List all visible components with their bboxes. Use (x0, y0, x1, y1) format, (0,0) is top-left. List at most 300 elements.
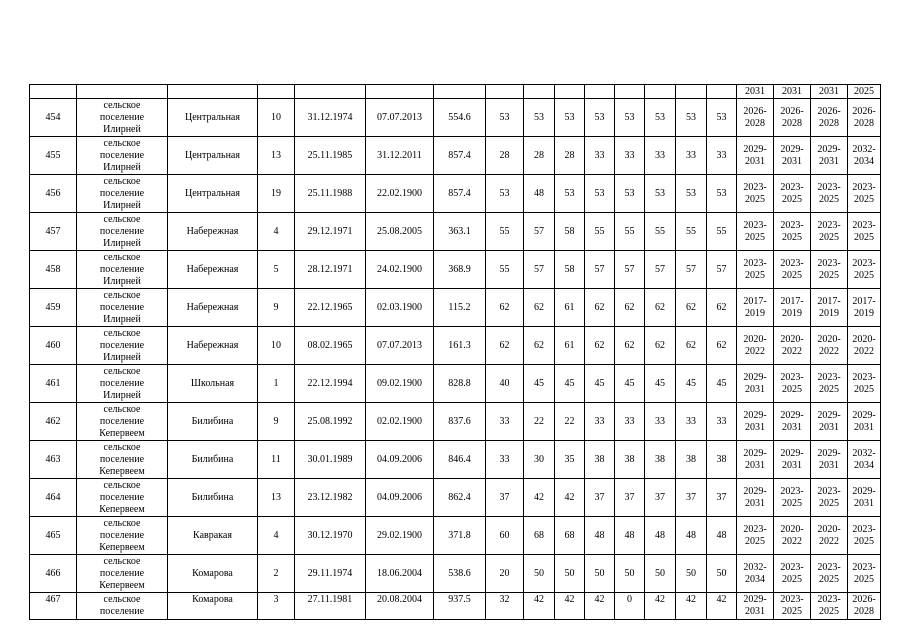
table-row (30, 517, 881, 555)
period-cell (774, 137, 811, 175)
wear-value-cell: 0 (615, 593, 645, 620)
settlement-line: Кепервеем (99, 465, 145, 477)
period-line: 2031 (819, 155, 839, 167)
record-date-cell: 25.08.2005 (366, 213, 434, 251)
header-cell: 2031 (737, 85, 774, 99)
street-cell: Центральная (168, 175, 258, 213)
street-cell: Комарова (168, 555, 258, 593)
wear-value-cell: 20 (486, 555, 524, 593)
period-cell (848, 479, 881, 517)
settlement-line: сельское (103, 517, 141, 529)
header-cell: 2031 (774, 85, 811, 99)
period-line: 2020- (780, 523, 804, 535)
settlement-line: сельское (103, 213, 141, 225)
wear-value-cell: 48 (645, 517, 676, 555)
header-cell (366, 85, 434, 99)
period-line: 2025 (819, 231, 839, 243)
row-number-cell: 464 (30, 479, 77, 517)
table-row (30, 403, 881, 441)
wear-value-cell: 53 (555, 175, 585, 213)
wear-value-cell: 33 (486, 403, 524, 441)
period-line: 2023- (817, 594, 841, 605)
period-line: 2029- (780, 409, 804, 421)
settlement-cell (77, 593, 168, 620)
wear-value-cell: 50 (707, 555, 737, 593)
period-cell (848, 517, 881, 555)
wear-value-cell: 42 (707, 593, 737, 620)
period-line: 2029- (743, 485, 767, 497)
house-number-cell: 4 (258, 213, 295, 251)
settlement-line: сельское (103, 251, 141, 263)
wear-value-cell: 53 (585, 99, 615, 137)
period-cell (811, 213, 848, 251)
period-line: 2025 (819, 193, 839, 205)
settlement-line: поселение (99, 339, 145, 351)
period-cell (774, 251, 811, 289)
settlement-line: Кепервеем (99, 579, 145, 591)
period-line: 2025 (819, 573, 839, 585)
period-line: 2029- (852, 409, 876, 421)
wear-value-cell: 38 (585, 441, 615, 479)
table-row (30, 175, 881, 213)
period-cell (848, 213, 881, 251)
period-cell (774, 365, 811, 403)
wear-value-cell: 38 (615, 441, 645, 479)
period-cell (737, 517, 774, 555)
period-line: 2025 (819, 383, 839, 395)
period-line: 2023- (852, 523, 876, 535)
period-cell (848, 175, 881, 213)
header-cell (585, 85, 615, 99)
record-date-cell: 24.02.1900 (366, 251, 434, 289)
period-cell (848, 441, 881, 479)
period-line: 2031 (782, 421, 802, 433)
wear-value-cell: 33 (585, 137, 615, 175)
record-date-cell: 04.09.2006 (366, 441, 434, 479)
period-line: 2023- (852, 219, 876, 231)
period-line: 2017- (780, 295, 804, 307)
build-date-cell: 25.08.1992 (295, 403, 366, 441)
record-date-cell: 02.03.1900 (366, 289, 434, 327)
record-date-cell: 31.12.2011 (366, 137, 434, 175)
period-cell (737, 593, 774, 620)
period-line: 2019 (854, 307, 874, 319)
build-date-cell: 25.11.1985 (295, 137, 366, 175)
settlement-line: Илирней (103, 389, 141, 401)
period-cell (811, 479, 848, 517)
street-cell: Билибина (168, 479, 258, 517)
wear-value-cell: 55 (676, 213, 707, 251)
period-cell (848, 403, 881, 441)
build-date-cell: 08.02.1965 (295, 327, 366, 365)
period-line: 2023- (780, 594, 804, 605)
wear-value-cell: 50 (555, 555, 585, 593)
settlement-line: Илирней (103, 123, 141, 135)
period-line: 2022 (745, 345, 765, 357)
table-row (30, 327, 881, 365)
period-line: 2025 (745, 231, 765, 243)
settlement-line: Илирней (103, 237, 141, 249)
period-line: 2017- (852, 295, 876, 307)
wear-value-cell: 62 (676, 289, 707, 327)
wear-value-cell: 48 (615, 517, 645, 555)
period-line: 2023- (817, 181, 841, 193)
period-line: 2034 (854, 459, 874, 471)
wear-value-cell: 42 (524, 593, 555, 620)
period-line: 2031 (819, 421, 839, 433)
period-line: 2019 (745, 307, 765, 319)
settlement-cell (77, 251, 168, 289)
house-number-cell: 9 (258, 289, 295, 327)
settlement-line: Кепервеем (99, 541, 145, 553)
house-number-cell: 10 (258, 99, 295, 137)
period-line: 2023- (817, 561, 841, 573)
header-cell (707, 85, 737, 99)
area-cell: 538.6 (434, 555, 486, 593)
header-cell (77, 85, 168, 99)
period-line: 2025 (782, 383, 802, 395)
wear-value-cell: 33 (676, 403, 707, 441)
period-line: 2031 (745, 497, 765, 509)
header-cell (615, 85, 645, 99)
settlement-cell (77, 517, 168, 555)
wear-value-cell: 50 (524, 555, 555, 593)
header-cell (258, 85, 295, 99)
period-line: 2022 (819, 345, 839, 357)
period-line: 2025 (745, 535, 765, 547)
period-line: 2028 (782, 117, 802, 129)
period-cell (848, 251, 881, 289)
house-number-cell: 10 (258, 327, 295, 365)
row-number-cell: 462 (30, 403, 77, 441)
period-line: 2034 (745, 573, 765, 585)
settlement-line: Илирней (103, 351, 141, 363)
record-date-cell: 07.07.2013 (366, 99, 434, 137)
wear-value-cell: 62 (676, 327, 707, 365)
header-cell (555, 85, 585, 99)
header-cell (168, 85, 258, 99)
row-number-cell: 458 (30, 251, 77, 289)
period-line: 2025 (854, 231, 874, 243)
settlement-cell (77, 137, 168, 175)
wear-value-cell: 58 (555, 213, 585, 251)
settlement-line: сельское (103, 327, 141, 339)
row-number-cell: 456 (30, 175, 77, 213)
period-cell (774, 555, 811, 593)
row-number-cell: 463 (30, 441, 77, 479)
housing-table (29, 84, 881, 620)
period-line: 2025 (782, 573, 802, 585)
row-number-cell: 460 (30, 327, 77, 365)
area-cell: 371.8 (434, 517, 486, 555)
settlement-cell (77, 479, 168, 517)
header-cell (295, 85, 366, 99)
period-line: 2023- (743, 219, 767, 231)
wear-value-cell: 61 (555, 289, 585, 327)
house-number-cell: 13 (258, 137, 295, 175)
wear-value-cell: 57 (676, 251, 707, 289)
street-cell: Набережная (168, 327, 258, 365)
wear-value-cell: 62 (585, 289, 615, 327)
wear-value-cell: 45 (524, 365, 555, 403)
table-header-row (30, 85, 881, 99)
period-line: 2025 (819, 497, 839, 509)
street-cell: Кавракая (168, 517, 258, 555)
period-line: 2019 (782, 307, 802, 319)
table-body (30, 85, 881, 620)
period-line: 2029- (743, 447, 767, 459)
period-line: 2023- (780, 219, 804, 231)
wear-value-cell: 62 (486, 289, 524, 327)
period-line: 2029- (743, 143, 767, 155)
wear-value-cell: 48 (707, 517, 737, 555)
header-cell (645, 85, 676, 99)
area-cell: 846.4 (434, 441, 486, 479)
period-cell (774, 479, 811, 517)
wear-value-cell: 53 (645, 175, 676, 213)
period-cell (737, 365, 774, 403)
street-cell: Центральная (168, 137, 258, 175)
wear-value-cell: 45 (707, 365, 737, 403)
period-line: 2023- (852, 371, 876, 383)
settlement-cell (77, 213, 168, 251)
wear-value-cell: 53 (486, 175, 524, 213)
wear-value-cell: 57 (524, 251, 555, 289)
period-cell (848, 137, 881, 175)
header-cell (486, 85, 524, 99)
period-cell (774, 99, 811, 137)
period-line: 2031 (854, 421, 874, 433)
build-date-cell: 29.12.1971 (295, 213, 366, 251)
period-line: 2028 (854, 606, 874, 617)
wear-value-cell: 40 (486, 365, 524, 403)
area-cell: 828.8 (434, 365, 486, 403)
period-line: 2020- (743, 333, 767, 345)
table-row (30, 289, 881, 327)
wear-value-cell: 42 (555, 593, 585, 620)
settlement-line: Илирней (103, 313, 141, 325)
period-cell (737, 441, 774, 479)
wear-value-cell: 53 (645, 99, 676, 137)
period-cell (774, 289, 811, 327)
period-cell (848, 289, 881, 327)
period-cell (737, 99, 774, 137)
period-line: 2029- (817, 447, 841, 459)
period-cell (737, 327, 774, 365)
period-line: 2028 (854, 117, 874, 129)
period-line: 2028 (819, 117, 839, 129)
wear-value-cell: 55 (585, 213, 615, 251)
wear-value-cell: 37 (585, 479, 615, 517)
record-date-cell: 07.07.2013 (366, 327, 434, 365)
row-number-cell: 467 (30, 593, 77, 620)
wear-value-cell: 37 (615, 479, 645, 517)
period-line: 2028 (745, 117, 765, 129)
period-line: 2031 (745, 421, 765, 433)
area-cell: 554.6 (434, 99, 486, 137)
area-cell: 857.4 (434, 175, 486, 213)
period-cell (811, 137, 848, 175)
settlement-line: поселение (99, 377, 145, 389)
period-line: 2025 (782, 497, 802, 509)
period-cell (737, 289, 774, 327)
wear-value-cell: 33 (707, 403, 737, 441)
build-date-cell: 25.11.1988 (295, 175, 366, 213)
wear-value-cell: 33 (615, 403, 645, 441)
period-line: 2020- (817, 523, 841, 535)
period-line: 2025 (854, 535, 874, 547)
table-row (30, 593, 881, 620)
period-line: 2031 (745, 606, 765, 617)
row-number-cell: 454 (30, 99, 77, 137)
wear-value-cell: 55 (615, 213, 645, 251)
wear-value-cell: 42 (645, 593, 676, 620)
wear-value-cell: 53 (676, 175, 707, 213)
area-cell: 862.4 (434, 479, 486, 517)
period-cell (737, 175, 774, 213)
period-line: 2025 (819, 606, 839, 617)
settlement-line: поселение (99, 301, 145, 313)
period-cell (811, 99, 848, 137)
settlement-line: поселение (99, 529, 145, 541)
header-cell: 2031 (811, 85, 848, 99)
period-cell (774, 441, 811, 479)
wear-value-cell: 53 (707, 99, 737, 137)
period-line: 2025 (854, 383, 874, 395)
period-line: 2023- (817, 485, 841, 497)
period-cell (848, 593, 881, 620)
wear-value-cell: 33 (676, 137, 707, 175)
period-line: 2025 (782, 606, 802, 617)
period-cell (811, 555, 848, 593)
wear-value-cell: 62 (707, 327, 737, 365)
wear-value-cell: 33 (615, 137, 645, 175)
period-cell (737, 213, 774, 251)
period-line: 2023- (852, 561, 876, 573)
period-line: 2023- (780, 181, 804, 193)
settlement-line: поселение (99, 415, 145, 427)
period-cell (774, 403, 811, 441)
period-line: 2026- (743, 105, 767, 117)
period-cell (774, 517, 811, 555)
period-line: 2026- (852, 105, 876, 117)
period-cell (811, 175, 848, 213)
period-line: 2020- (852, 333, 876, 345)
period-cell (848, 555, 881, 593)
build-date-cell: 29.11.1974 (295, 555, 366, 593)
settlement-line: поселение (99, 149, 145, 161)
house-number-cell: 9 (258, 403, 295, 441)
period-cell (811, 593, 848, 620)
row-number-cell: 466 (30, 555, 77, 593)
settlement-line: сельское (103, 365, 141, 377)
wear-value-cell: 53 (524, 99, 555, 137)
wear-value-cell: 37 (645, 479, 676, 517)
wear-value-cell: 28 (524, 137, 555, 175)
record-date-cell: 09.02.1900 (366, 365, 434, 403)
period-line: 2022 (782, 345, 802, 357)
wear-value-cell: 55 (486, 213, 524, 251)
area-cell: 161.3 (434, 327, 486, 365)
wear-value-cell: 32 (486, 593, 524, 620)
period-cell (774, 327, 811, 365)
area-cell: 857.4 (434, 137, 486, 175)
settlement-cell (77, 403, 168, 441)
row-number-cell: 461 (30, 365, 77, 403)
header-cell (524, 85, 555, 99)
wear-value-cell: 33 (645, 403, 676, 441)
period-cell (811, 365, 848, 403)
period-line: 2034 (854, 155, 874, 167)
period-line: 2023- (852, 257, 876, 269)
period-line: 2023- (743, 523, 767, 535)
header-cell (30, 85, 77, 99)
area-cell: 115.2 (434, 289, 486, 327)
wear-value-cell: 58 (555, 251, 585, 289)
period-cell (737, 555, 774, 593)
period-line: 2031 (782, 459, 802, 471)
period-line: 2029- (743, 594, 767, 605)
street-cell: Школьная (168, 365, 258, 403)
wear-value-cell: 33 (585, 403, 615, 441)
house-number-cell: 5 (258, 251, 295, 289)
wear-value-cell: 50 (676, 555, 707, 593)
settlement-line: поселение (99, 187, 145, 199)
period-line: 2020- (817, 333, 841, 345)
table-row (30, 441, 881, 479)
period-line: 2023- (817, 219, 841, 231)
settlement-line: Илирней (103, 161, 141, 173)
table-row (30, 365, 881, 403)
wear-value-cell: 28 (486, 137, 524, 175)
build-date-cell: 23.12.1982 (295, 479, 366, 517)
period-line: 2029- (817, 409, 841, 421)
settlement-line: поселение (99, 111, 145, 123)
period-line: 2023- (817, 371, 841, 383)
wear-value-cell: 62 (615, 289, 645, 327)
period-line: 2029- (817, 143, 841, 155)
wear-value-cell: 60 (486, 517, 524, 555)
period-line: 2029- (780, 447, 804, 459)
period-line: 2022 (854, 345, 874, 357)
wear-value-cell: 45 (555, 365, 585, 403)
period-line: 2022 (782, 535, 802, 547)
street-cell: Центральная (168, 99, 258, 137)
period-line: 2025 (854, 193, 874, 205)
wear-value-cell: 62 (645, 289, 676, 327)
period-cell (737, 479, 774, 517)
settlement-line: Кепервеем (99, 503, 145, 515)
wear-value-cell: 45 (645, 365, 676, 403)
period-line: 2029- (743, 371, 767, 383)
wear-value-cell: 53 (486, 99, 524, 137)
wear-value-cell: 62 (707, 289, 737, 327)
settlement-line: поселение (99, 263, 145, 275)
wear-value-cell: 55 (645, 213, 676, 251)
settlement-line: сельское (103, 137, 141, 149)
row-number-cell: 455 (30, 137, 77, 175)
settlement-line: поселение (99, 567, 145, 579)
wear-value-cell: 57 (707, 251, 737, 289)
wear-value-cell: 55 (707, 213, 737, 251)
row-number-cell: 465 (30, 517, 77, 555)
wear-value-cell: 62 (524, 327, 555, 365)
wear-value-cell: 57 (615, 251, 645, 289)
record-date-cell: 20.08.2004 (366, 593, 434, 620)
settlement-line: сельское (103, 99, 141, 111)
period-line: 2019 (819, 307, 839, 319)
period-line: 2025 (745, 269, 765, 281)
